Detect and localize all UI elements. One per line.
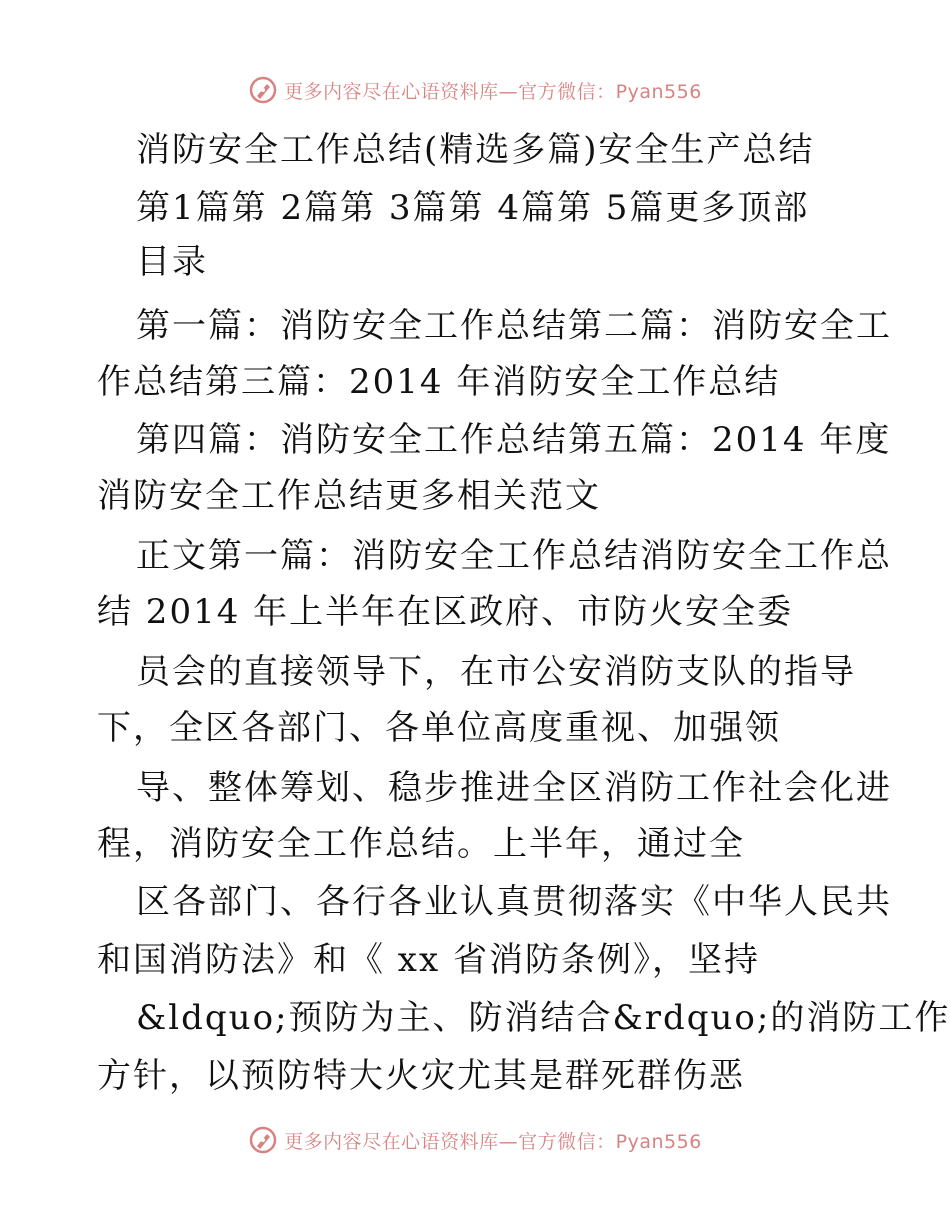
- pen-nib-circle-icon: [248, 1125, 278, 1155]
- text-line: 员会的直接领导下，在市公安消防支队的指导: [136, 652, 856, 692]
- text-line: 正文第一篇：消防安全工作总结消防安全工作总: [136, 536, 892, 576]
- pen-nib-circle-icon: [248, 75, 278, 105]
- text-line: &ldquo;预防为主、防消结合&rdquo;的消防工作: [136, 998, 950, 1038]
- text-line: 消防安全工作总结更多相关范文: [97, 476, 601, 516]
- watermark-text: 更多内容尽在心语资料库—官方微信：Pyan556: [284, 80, 702, 103]
- text-line: 导、整体筹划、稳步推进全区消防工作社会化进: [136, 768, 892, 808]
- text-line: 第四篇：消防安全工作总结第五篇：2014 年度: [136, 420, 892, 460]
- text-line: 程，消防安全工作总结。上半年，通过全: [97, 824, 745, 864]
- text-line: 和国消防法》和《 xx 省消防条例》，坚持: [97, 940, 760, 980]
- text-line: 方针，以预防特大火灾尤其是群死群伤恶: [97, 1056, 745, 1096]
- text-line: 结 2014 年上半年在区政府、市防火安全委: [97, 592, 794, 632]
- text-line: 第一篇：消防安全工作总结第二篇：消防安全工: [136, 306, 892, 346]
- text-line: 目录: [136, 242, 208, 282]
- document-title-line: 消防安全工作总结(精选多篇)安全生产总结: [136, 130, 815, 170]
- text-line: 作总结第三篇：2014 年消防安全工作总结: [97, 362, 781, 402]
- footer-watermark: [0, 1122, 950, 1158]
- header-watermark: [0, 72, 950, 108]
- watermark-text: 更多内容尽在心语资料库—官方微信：Pyan556: [284, 1130, 702, 1153]
- text-line: 区各部门、各行各业认真贯彻落实《中华人民共: [136, 882, 892, 922]
- text-line: 下，全区各部门、各单位高度重视、加强领: [97, 708, 781, 748]
- text-line: 第1篇第 2篇第 3篇第 4篇第 5篇更多顶部: [136, 188, 810, 228]
